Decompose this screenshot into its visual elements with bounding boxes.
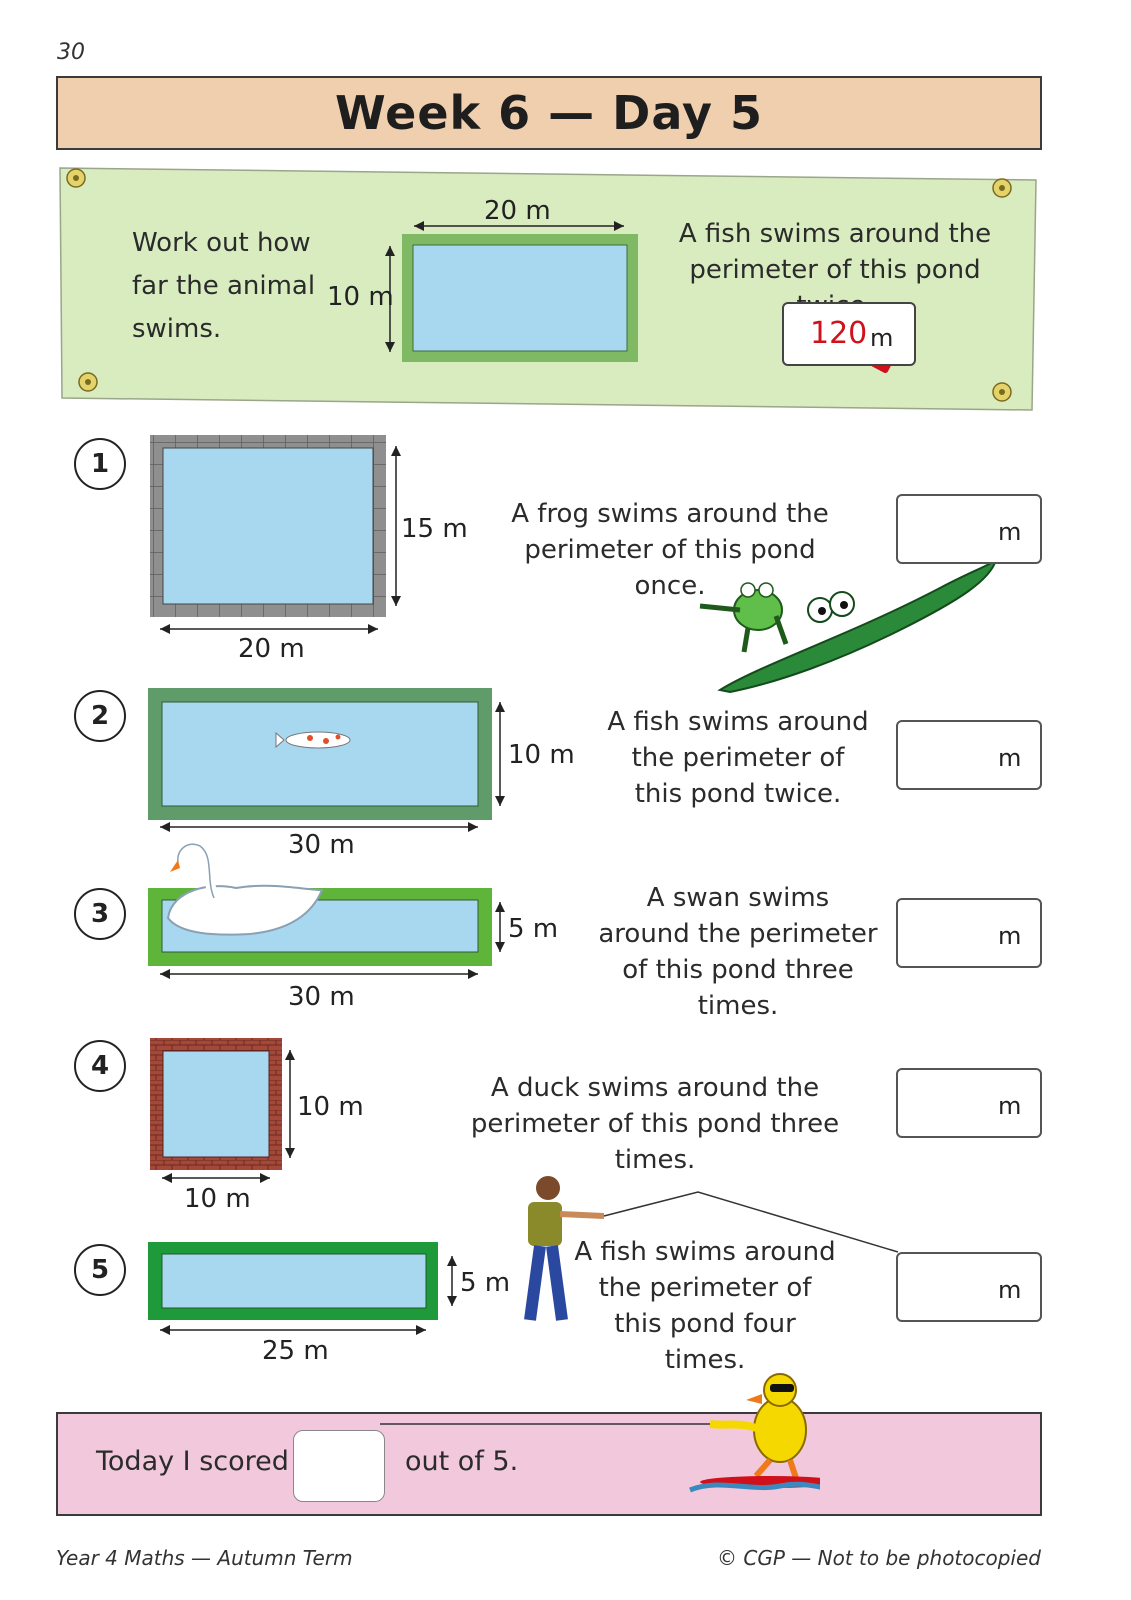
page-title: Week 6 — Day 5 bbox=[335, 86, 763, 140]
example-height-label: 10 m bbox=[327, 282, 394, 312]
question-2-text: A fish swims around the perimeter of this pond twice. bbox=[607, 707, 869, 809]
score-suffix: out of 5. bbox=[405, 1446, 519, 1477]
question-number: 4 bbox=[74, 1040, 126, 1092]
pin-icon bbox=[79, 373, 97, 391]
example-instruction: Work out how far the animal swims. bbox=[132, 228, 316, 344]
question-number: 3 bbox=[74, 888, 126, 940]
pond-5-width-label: 25 m bbox=[262, 1336, 329, 1366]
pond-1-height-label: 15 m bbox=[401, 514, 468, 544]
question-3-text: A swan swims around the perimeter of this pond three times. bbox=[598, 883, 878, 1021]
question-number: 1 bbox=[74, 438, 126, 490]
pond-5-height-label: 5 m bbox=[460, 1268, 511, 1298]
pond-1-width-label: 20 m bbox=[238, 634, 305, 664]
answer-unit: m bbox=[998, 1092, 1022, 1120]
title-banner bbox=[56, 76, 1042, 150]
pin-icon bbox=[67, 169, 85, 187]
question-number: 2 bbox=[74, 690, 126, 742]
answer-unit: m bbox=[998, 922, 1022, 950]
pin-icon bbox=[993, 179, 1011, 197]
answer-unit: m bbox=[998, 744, 1022, 772]
question-1-text: A frog swims around the perimeter of this pond once. bbox=[511, 499, 829, 601]
answer-unit: m bbox=[998, 1276, 1022, 1304]
footer-right: © CGP — Not to be photocopied bbox=[717, 1546, 1041, 1570]
footer-left: Year 4 Maths — Autumn Term bbox=[56, 1546, 353, 1570]
pond-4-width-label: 10 m bbox=[184, 1184, 251, 1214]
question-5-text: A fish swims around the perimeter of this pond four times. bbox=[574, 1237, 836, 1375]
water-skiing-duck-illustration bbox=[360, 1372, 820, 1502]
pond-4-height-label: 10 m bbox=[297, 1092, 364, 1122]
question-4-text: A duck swims around the perimeter of this pond three times. bbox=[470, 1073, 840, 1175]
pond-2-width-label: 30 m bbox=[288, 830, 355, 860]
score-prefix: Today I scored bbox=[96, 1446, 289, 1477]
question-number: 5 bbox=[74, 1244, 126, 1296]
page-number: 30 bbox=[57, 40, 85, 65]
example-question: A fish swims around the perimeter of this pond bbox=[678, 219, 992, 285]
example-width-label: 20 m bbox=[484, 196, 551, 226]
pond-3-height-label: 5 m bbox=[508, 914, 559, 944]
answer-unit: m bbox=[998, 518, 1022, 546]
pin-icon bbox=[993, 383, 1011, 401]
example-answer-value: 120 bbox=[810, 316, 868, 351]
example-answer-unit: m bbox=[870, 324, 894, 352]
pond-3-width-label: 30 m bbox=[288, 982, 355, 1012]
pond-2-height-label: 10 m bbox=[508, 740, 575, 770]
